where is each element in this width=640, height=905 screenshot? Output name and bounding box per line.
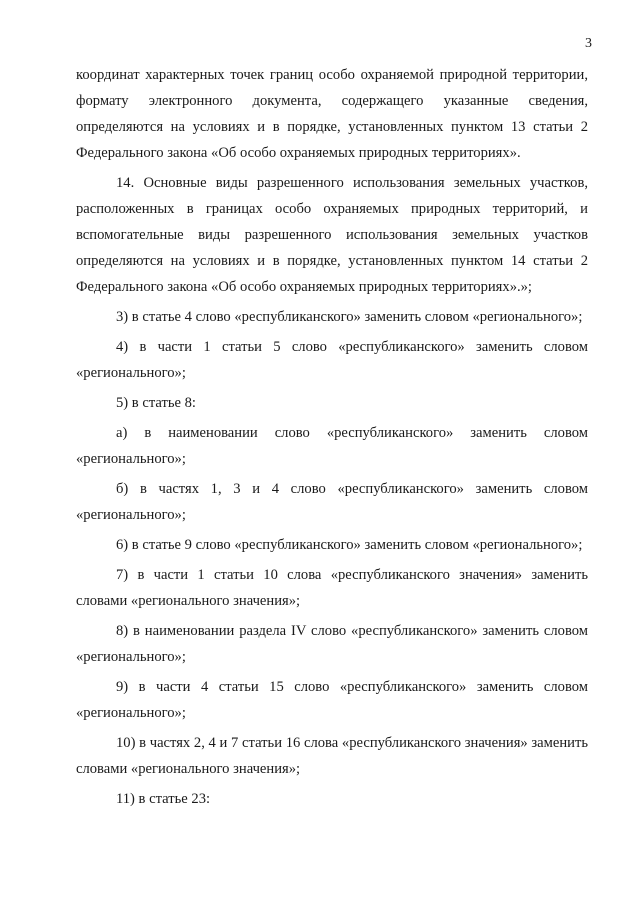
paragraph-item-3: 3) в статье 4 слово «республиканского» заменить словом «регионального»; — [116, 309, 583, 325]
paragraph-item-9: 9) в части 4 статьи 15 слово «республиканского» заменить словом «регионального»; — [76, 679, 588, 721]
page-number: 3 — [585, 36, 592, 51]
paragraph-item-8: 8) в наименовании раздела IV слово «республиканского» заменить словом «регионального»; — [76, 623, 588, 665]
paragraph-item-11: 11) в статье 23: — [116, 791, 211, 807]
document-body — [76, 62, 588, 812]
paragraph-subitem-a: а) в наименовании слово «республиканского» заменить словом «регионального»; — [76, 425, 588, 467]
paragraph-item-14: 14. Основные виды разрешенного использования земельных участков, расположенных в границах особо охраняемых природных территорий, и вспомогательные виды разрешенного использования земельных участков определяются на условиях и в порядке, установленных пунктом 14 статьи 2 Федерального закона «Об особо охраняемых природных территориях».»; — [76, 175, 588, 295]
paragraph-item-4: 4) в части 1 статьи 5 слово «республиканского» заменить словом «регионального»; — [76, 339, 588, 381]
paragraph-continuation: координат характерных точек границ особо охраняемой природной территории, формату электронного документа, содержащего указанные сведения, определяются на условиях и в порядке, установленных пунктом 13 статьи 2 Федерального закона «Об особо охраняемых природных территориях». — [76, 67, 588, 161]
paragraph-item-7: 7) в части 1 статьи 10 слова «республиканского значения» заменить словами «регионального значения»; — [76, 567, 588, 609]
paragraph-item-5: 5) в статье 8: — [116, 395, 196, 411]
paragraph-subitem-b: б) в частях 1, 3 и 4 слово «республиканского» заменить словом «регионального»; — [76, 481, 588, 523]
paragraph-item-6: 6) в статье 9 слово «республиканского» заменить словом «регионального»; — [116, 537, 583, 553]
paragraph-item-10: 10) в частях 2, 4 и 7 статьи 16 слова «республиканского значения» заменить словами «регионального значения»; — [76, 735, 588, 777]
